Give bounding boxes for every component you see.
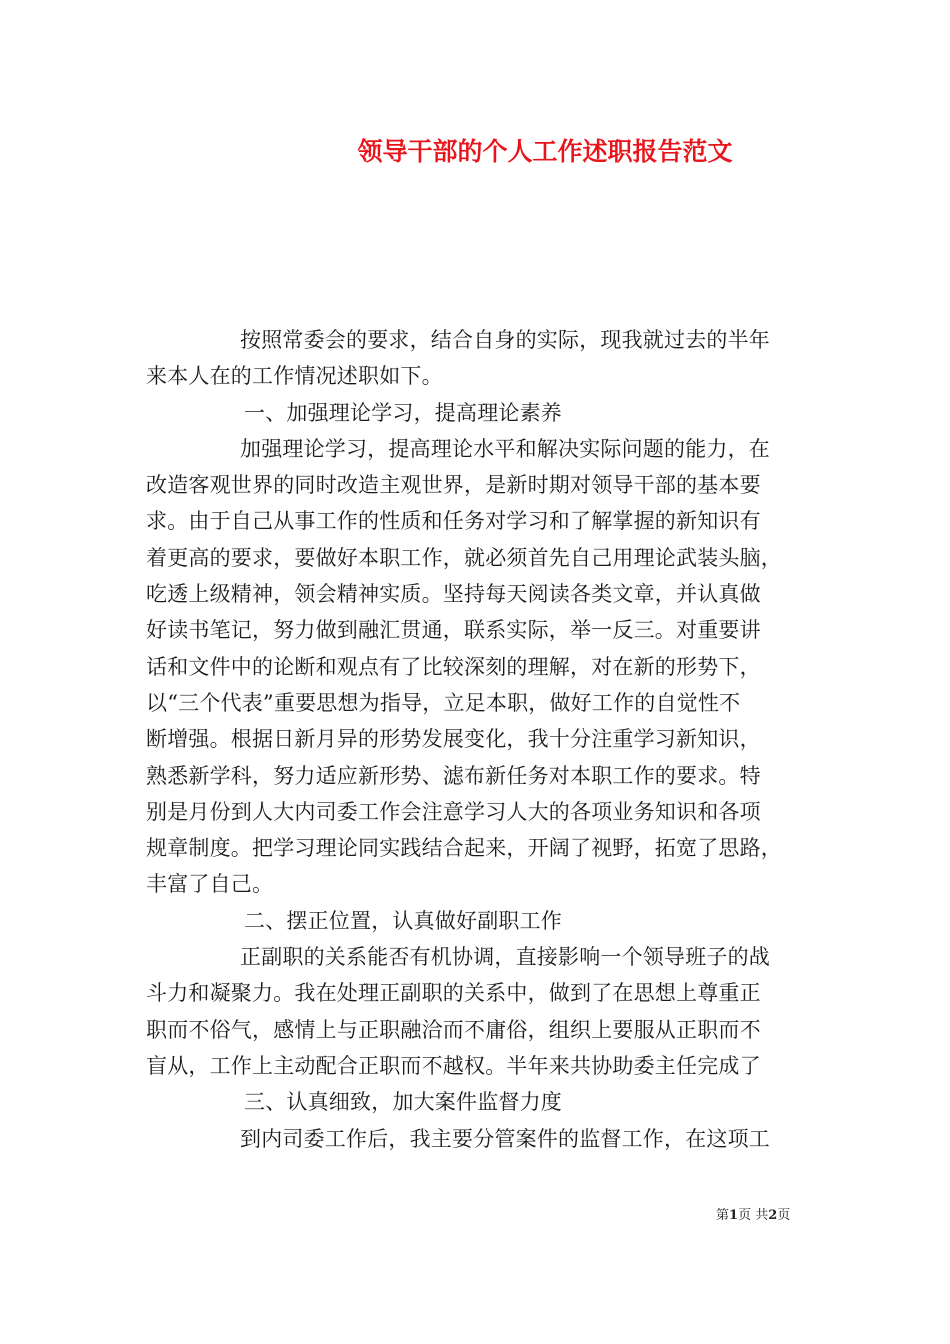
- footer-total-pages: 2: [768, 1208, 778, 1223]
- paragraph-line: 正副职的关系能否有机协调，直接影响一个领导班子的战: [240, 945, 770, 970]
- document-body: [146, 322, 816, 1157]
- footer-page-number: 1: [729, 1208, 739, 1223]
- paragraph-line: 别是月份到人大内司委工作会注意学习人大的各项业务知识和各项: [146, 799, 761, 824]
- paragraph-line: 求。由于自己从事工作的性质和任务对学习和了解掌握的新知识有: [146, 509, 761, 534]
- paragraph-line: 来本人在的工作情况述职如下。: [146, 364, 443, 389]
- section-heading: 二、摆正位置，认真做好副职工作: [244, 908, 562, 933]
- paragraph-line: 着更高的要求，要做好本职工作，就必须首先自己用理论武装头脑，: [146, 545, 782, 570]
- paragraph-line: 以“三个代表”重要思想为指导，立足本职，做好工作的自觉性不: [146, 690, 741, 715]
- paragraph-line: 熟悉新学科，努力适应新形势、滤布新任务对本职工作的要求。特: [146, 763, 761, 788]
- paragraph-line: 加强理论学习，提高理论水平和解决实际问题的能力，在: [240, 436, 770, 461]
- page-footer: [716, 1204, 790, 1223]
- paragraph-line: 改造客观世界的同时改造主观世界，是新时期对领导干部的基本要: [146, 473, 761, 498]
- footer-suffix: 页: [777, 1208, 791, 1223]
- paragraph-line: 盲从，工作上主动配合正职而不越权。半年来共协助委主任完成了: [146, 1053, 761, 1078]
- paragraph-line: 规章制度。把学习理论同实践结合起来，开阔了视野，拓宽了思路，: [146, 836, 782, 861]
- paragraph-line: 断增强。根据日新月异的形势发展变化，我十分注重学习新知识，: [146, 727, 761, 752]
- section-heading: 三、认真细致，加大案件监督力度: [244, 1090, 562, 1115]
- paragraph-line: 丰富了自己。: [146, 872, 274, 897]
- paragraph-line: 吃透上级精神，领会精神实质。坚持每天阅读各类文章，并认真做: [146, 582, 761, 607]
- footer-prefix: 第: [716, 1208, 730, 1223]
- paragraph-line: 职而不俗气，感情上与正职融洽而不庸俗，组织上要服从正职而不: [146, 1017, 761, 1042]
- document-title: 领导干部的个人工作述职报告范文: [357, 137, 733, 166]
- paragraph-line: 好读书笔记，努力做到融汇贯通，联系实际，举一反三。对重要讲: [146, 618, 761, 643]
- section-heading: 一、加强理论学习，提高理论素养: [244, 400, 562, 425]
- footer-middle: 页 共: [738, 1208, 769, 1223]
- paragraph-line: 按照常委会的要求，结合自身的实际，现我就过去的半年: [240, 328, 770, 352]
- paragraph-line: 斗力和凝聚力。我在处理正副职的关系中，做到了在思想上尊重正: [146, 981, 761, 1006]
- paragraph-line: 到内司委工作后，我主要分管案件的监督工作，在这项工: [240, 1126, 770, 1151]
- paragraph-line: 话和文件中的论断和观点有了比较深刻的理解，对在新的形势下，: [146, 654, 761, 679]
